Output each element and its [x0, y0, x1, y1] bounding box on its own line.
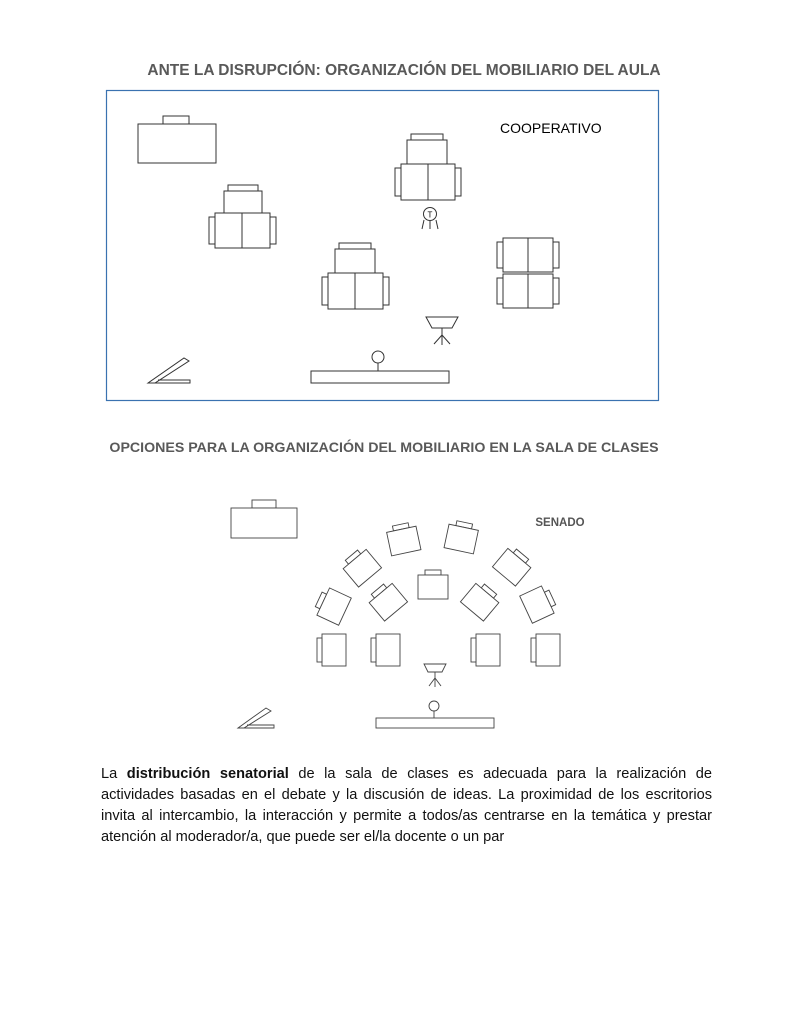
- section-title: OPCIONES PARA LA ORGANIZACIÓN DEL MOBILIARIO EN LA SALA DE CLASES: [109, 440, 659, 456]
- teacher-stool-mark: T: [427, 210, 433, 220]
- senate-description: [101, 764, 712, 848]
- projector-icon: [424, 664, 446, 687]
- paragraph-lead: La: [101, 766, 127, 782]
- senate-inner-arc: [366, 570, 502, 666]
- senate-layout-diagram: [226, 490, 585, 735]
- cooperative-layout-diagram: [106, 90, 659, 401]
- laptop-icon: [238, 708, 274, 728]
- cooperative-label: COOPERATIVO: [500, 120, 602, 136]
- paragraph-body: de la sala de clases es adecuada para la realización de actividades basadas en el debate y la discusión de ideas. La proximidad de los escritorios invita al intercambio, la interacción y permite a todos/as centrarse en la temática y prestar atención al moderador/a, que puede ser el/la docente o un par: [101, 766, 712, 845]
- paragraph-bold-term: distribución senatorial: [126, 766, 289, 782]
- teacher-desk: [231, 500, 297, 538]
- page-title: ANTE LA DISRUPCIÓN: ORGANIZACIÓN DEL MOBILIARIO DEL AULA: [147, 62, 661, 79]
- whiteboard: [376, 701, 494, 728]
- senate-label: SENADO: [535, 517, 585, 529]
